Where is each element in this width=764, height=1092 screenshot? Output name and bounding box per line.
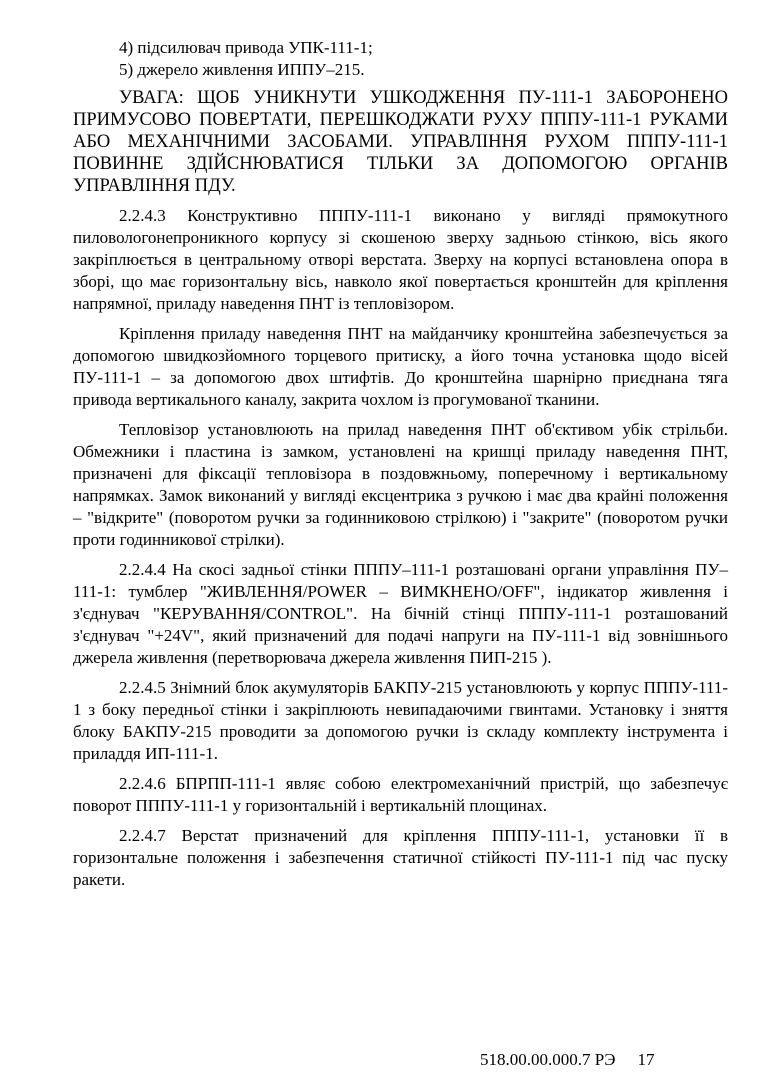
paragraph-2-2-4-6: 2.2.4.6 БПРПП-111-1 являє собою електромеханічний пристрій, що забезпечує поворот ПППУ-111-1 у горизонтальній і вертикальній площинах. xyxy=(73,774,728,815)
warning-notice: УВАГА: ЩОБ УНИКНУТИ УШКОДЖЕННЯ ПУ-111-1 ЗАБОРОНЕНО ПРИМУСОВО ПОВЕРТАТИ, ПЕРЕШКОДЖАТИ РУХУ ПППУ-111-1 РУКАМИ АБО МЕХАНІЧНИМИ ЗАСОБАМИ. УПРАВЛІННЯ РУХОМ ПППУ-111-1 ПОВИННЕ ЗДІЙСНЮВАТИСЯ ТІЛЬКИ ЗА ДОПОМОГОЮ ОРГАНІВ УПРАВЛІННЯ ПДУ. xyxy=(73,88,728,196)
paragraph-2-2-4-5: 2.2.4.5 Знімний блок акумуляторів БАКПУ-215 установлюють у корпус ПППУ-111-1 з боку передньої стінки і закріплюють невипадаючими гвинтами. Установку і зняття блоку БАКПУ-215 проводити за допомогою ручки із складу комплекту інструмента і приладдя ИП-111-1. xyxy=(73,678,728,763)
list-item: 5) джерело живлення ИППУ–215. xyxy=(119,60,365,79)
paragraph-2-2-4-3: 2.2.4.3 Конструктивно ПППУ-111-1 виконано у вигляді прямокутного пиловологонепроникного корпусу зі скошеною зверху задньою стінкою, вісь якого закріплюється в центральному отворі верстата. Зверху на корпусі встановлена опора в зборі, що має горизонтальну вісь, навколо якої повертається кронштейн для кріплення напрямної, приладу наведення ПНТ із тепловізором. xyxy=(73,206,728,313)
page-number: 17 xyxy=(637,1050,655,1069)
document-code: 518.00.00.000.7 РЭ xyxy=(480,1050,616,1069)
page-footer xyxy=(480,1049,654,1071)
paragraph-2-2-4-4: 2.2.4.4 На скосі задньої стінки ПППУ–111-1 розташовані органи управління ПУ–111-1: тумблер "ЖИВЛЕННЯ/POWER – ВИМКНЕНО/OFF", індикатор живлення і з'єднувач "КЕРУВАННЯ/CONTROL". На бічній стінці ПППУ-111-1 розташований з'єднувач "+24V", який призначений для подачі напруги на ПУ-111-1 від зовнішнього джерела живлення (перетворювача джерела живлення ПИП-215 ). xyxy=(73,560,728,667)
paragraph-2-2-4-7: 2.2.4.7 Верстат призначений для кріплення ПППУ-111-1, установки її в горизонтальне положення і забезпечення статичної стійкості ПУ-111-1 під час пуску ракети. xyxy=(73,826,728,889)
document-page xyxy=(73,37,728,891)
paragraph-mounting: Кріплення приладу наведення ПНТ на майданчику кронштейна забезпечується за допомогою швидкозйомного торцевого притиску, а його точна установка щодо вісей ПУ-111-1 – за допомогою двох штифтів. До кронштейна шарнірно приєднана тяга привода вертикального каналу, закрита чохлом із прогумованої тканини. xyxy=(73,324,728,409)
paragraph-thermal-imager: Тепловізор установлюють на прилад наведення ПНТ об'єктивом убік стрільби. Обмежники і пластина із замком, установлені на кришці приладу наведення ПНТ, призначені для фіксації тепловізора в поздовжньому, поперечному і вертикальному напрямках. Замок виконаний у вигляді ексцентрика з ручкою і має два крайні положення – "відкрите" (поворотом ручки за годинниковою стрілкою) і "закрите" (поворотом ручки проти годинникової стрілки). xyxy=(73,420,728,549)
list-item: 4) підсилювач привода УПК-111-1; xyxy=(119,38,373,57)
